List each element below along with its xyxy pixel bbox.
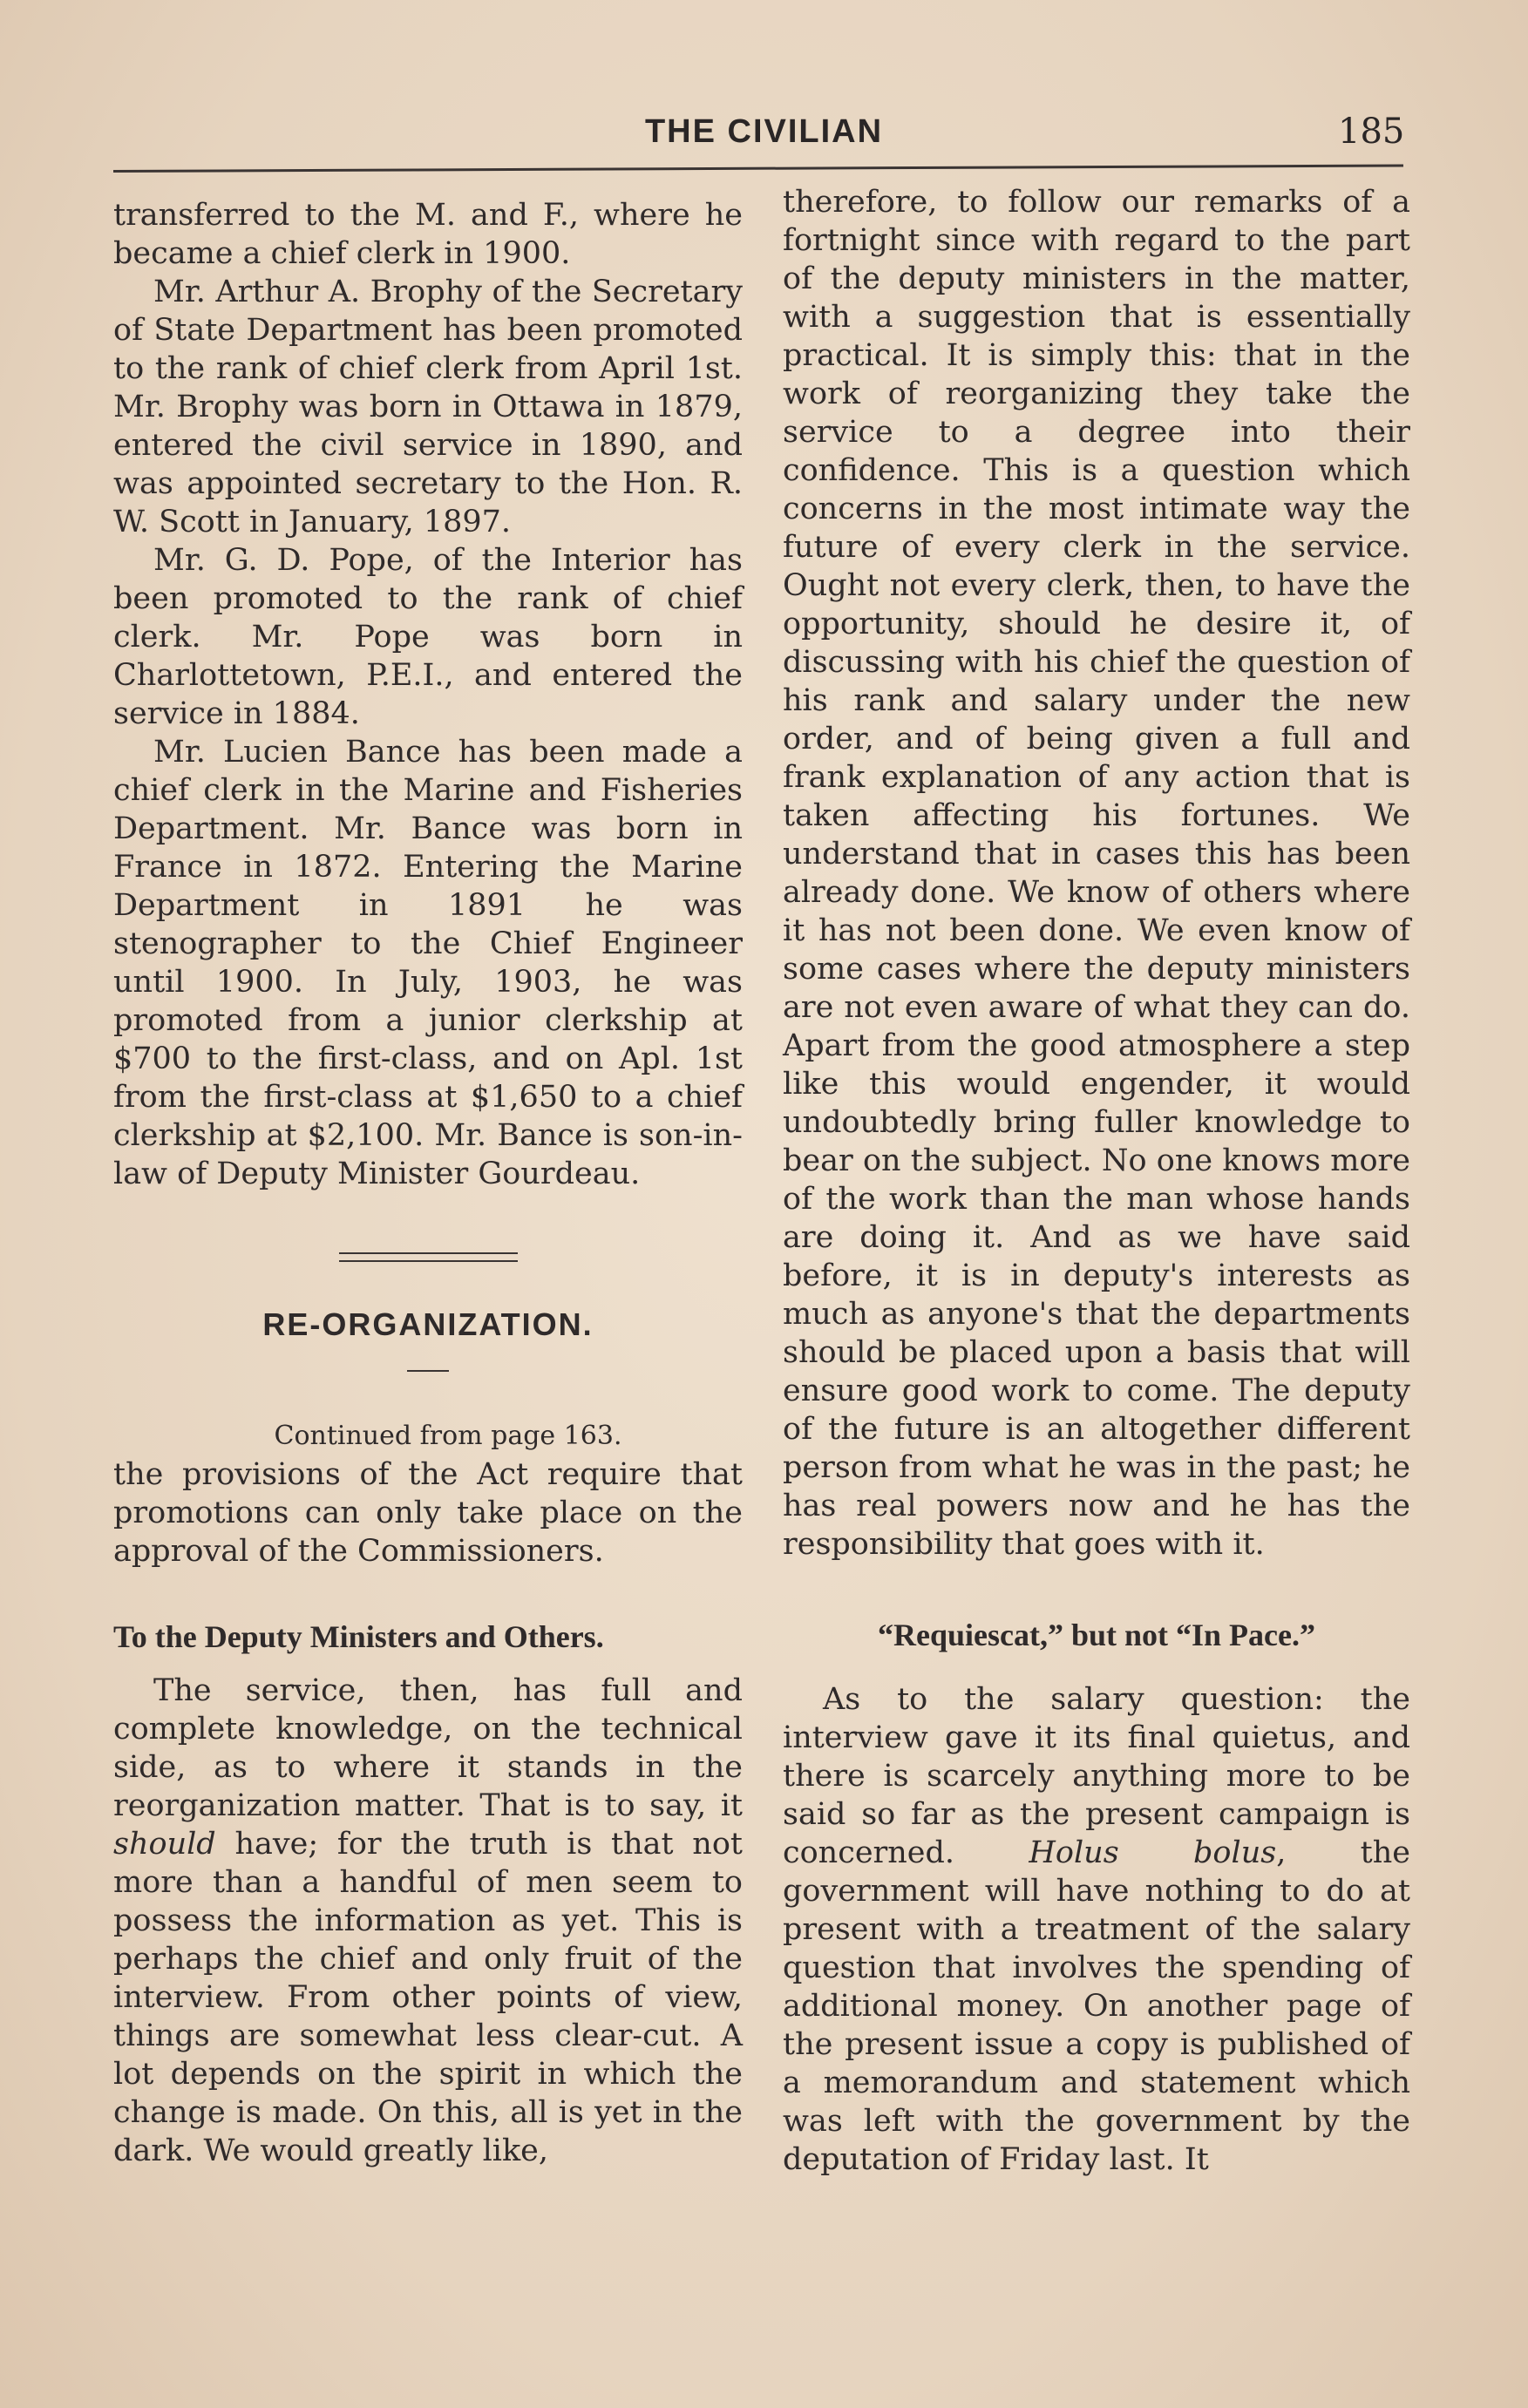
text-run: , the government will have nothing to do at present with a treatment of the salary question that involves the spending of additional money. On another page of the present issue a copy is published of a memorandum and statement which was left with the government by the deputation of Friday last. It [783, 1835, 1410, 2177]
italic-text: should [113, 1827, 216, 1862]
paragraph: the provisions of the Act require that promotions can only take place on the approval of the Commissioners. [113, 1457, 743, 1569]
paragraph: Mr. Arthur A. Brophy of the Secretary of State Department has been promoted to the rank of chief clerk from April 1st. Mr. Brophy was born in Ottawa in 1879, entered the civil service in 1890, and was appointed secretary to the Hon. R. W. Scott in January, 1897. [113, 275, 743, 539]
paragraph [113, 1672, 743, 2170]
section-divider [339, 1252, 518, 1262]
left-column [113, 196, 743, 2170]
text-run: The service, then, has full and complete knowledge, on the technical side, as to where it stands in the reorganization matter. That is to say, it [113, 1673, 743, 1823]
subheading: “Requiescat,” but not “In Pace.” [878, 1618, 1315, 1652]
running-head-title: THE CIVILIAN [644, 113, 884, 150]
paragraph: transferred to the M. and F., where he became a chief clerk in 1900. [113, 198, 743, 271]
italic-text: Holus bolus [1029, 1835, 1277, 1870]
right-column [783, 183, 1410, 2179]
title-rule [407, 1370, 449, 1372]
paragraph: therefore, to follow our remarks of a fortnight since with regard to the part of the deputy ministers in the matter, with a suggestion that is essentially practical. It is simply this: that in the work of reorganizing they take the service to a degree into their confidence. This is a question which concerns in the most intimate way the future of every clerk in the service. Ought not every clerk, then, to have the opportunity, should he desire it, of discussing with his chief the question of his rank and salary under the new order, and of being given a full and frank explanation of any action that is taken affecting his fortunes. We understand that in cases this has been already done. We know of others where it has not been done. We even know of some cases where the deputy ministers are not even aware of what they can do. Apart from the good atmosphere a step like this would engender, it would undoubtedly bring fuller knowledge to bear on the subject. No one knows more of the work than the man whose hands are doing it. And as we have said before, it is in deputy's interests as much as anyone's that the departments should be placed upon a basis that will ensure good work to come. The deputy of the future is an altogether different person from what he was in the past; he has real powers now and he has the responsibility that goes with it. [783, 185, 1410, 1562]
text-run: As to the salary question: the interview gave it its final quietus, and there is scarcely anything more to be said so far as the present campaign is concerned. [783, 1682, 1410, 1870]
header-rule [113, 165, 1403, 173]
paragraph [783, 1680, 1410, 2179]
section-title: RE-ORGANIZATION. [262, 1306, 594, 1342]
paragraph: Mr. Lucien Bance has been made a chief clerk in the Marine and Fisheries Department. Mr. Bance was born in France in 1872. Entering the Marine Department in 1891 he was stenographer to the Chief Engineer until 1900. In July, 1903, he was promoted from a junior clerkship at $700 to the first-class, and on Apl. 1st from the first-class at $1,650 to a chief clerkship at $2,100. Mr. Bance is son-in-law of Deputy Minister Gourdeau. [113, 735, 743, 1191]
text-run: have; for the truth is that not more than a handful of men seem to possess the information as yet. This is perhaps the chief and only fruit of the interview. From other points of view, things are somewhat less clear-cut. A lot depends on the spirit in which the change is made. On this, all is yet in the dark. We would greatly like, [113, 1827, 743, 2168]
paragraph: Mr. G. D. Pope, of the Interior has been promoted to the rank of chief clerk. Mr. Pope was born in Charlottetown, P.E.I., and entered the service in 1884. [113, 543, 743, 731]
continued-note: Continued from page 163. [274, 1421, 622, 1451]
subheading: To the Deputy Ministers and Others. [113, 1619, 604, 1654]
page-number: 185 [1338, 112, 1405, 152]
